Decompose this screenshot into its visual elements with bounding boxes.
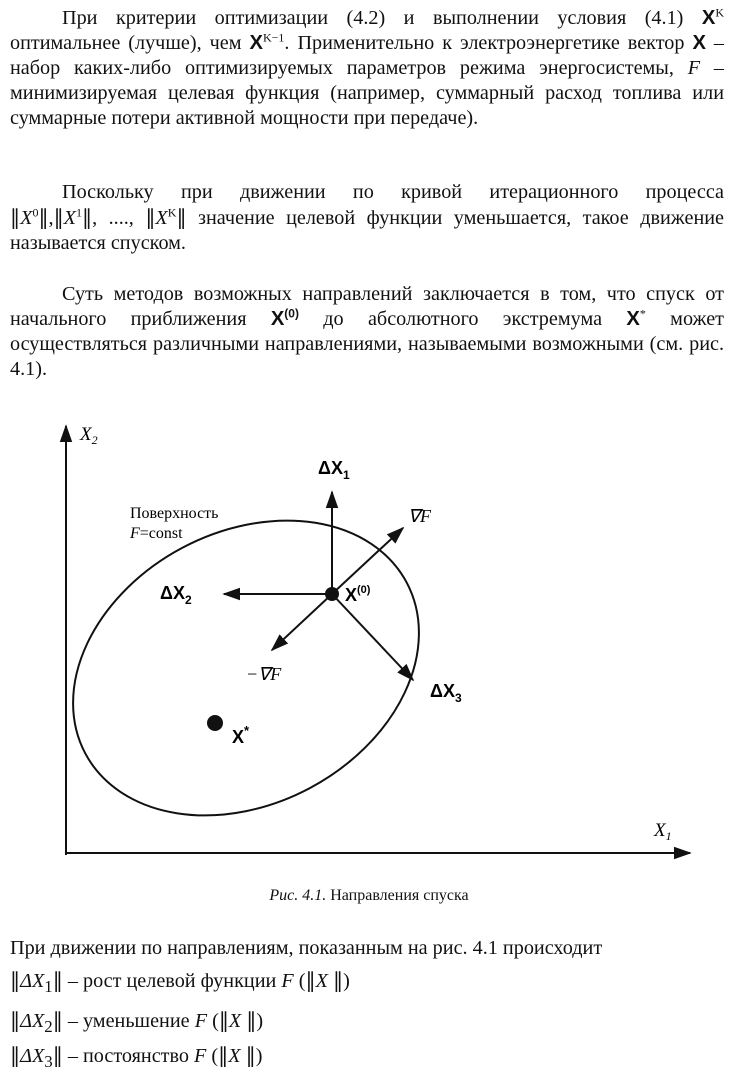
paragraph-3: Суть методов возможных направлений заключается в том, что спуск от начального приближения $X^{(0)}$ до абсолютного экстремума X* может осуществляться различными направлениями, называемыми возможными (см. рис. 4.1).: [10, 283, 724, 380]
label-x0: $X^{(0)}$: [345, 584, 371, 605]
axis-x2-label: $X_2$: [80, 424, 98, 447]
label-dx1: $\Delta X_1$: [318, 458, 350, 482]
arrow-dx3: [332, 594, 413, 680]
axis-x1-label: $X_1$: [654, 820, 672, 843]
point-x0: [325, 587, 339, 601]
label-neg-grad: −∇F: [246, 664, 282, 684]
label-grad: ∇F: [408, 506, 432, 526]
paragraph-1: При критерии оптимизации (4.2) и выполнении условия (4.1) $X^K$ оптимальнее (лучше), чем $X^{K-1}$. Применительно к электроэнергетике вектор X – набор каких-либо оптимизируемых параметров режима энергосистемы, F – минимизируемая целевая функция (например, суммарный расход топлива или суммарные потери активной мощности при передаче).: [10, 5, 725, 129]
paragraph-2: Поскольку при движении по кривой итерационного процесса $‖X^0‖,‖X^1‖$, ...., $‖X^K‖$ значение целевой функции уменьшается, такое движение называется спуском.: [10, 181, 725, 254]
surface-label: Поверхность: [130, 505, 219, 522]
label-dx3: $\Delta X_3$: [430, 681, 462, 705]
list-intro: При движении по направлениям, показанным на рис. 4.1 происходит: [10, 937, 603, 959]
figure-caption: Рис. 4.1. Направления спуска: [269, 887, 469, 904]
surface-label-const: F=const: [130, 525, 183, 542]
iteration-sequence: $‖X^0‖,‖X^1‖$, ...., $‖X^K‖$: [10, 205, 187, 229]
list-item: $‖\Delta X_3‖$ – постоянство F (‖X ‖): [10, 1043, 263, 1072]
list-item: $‖\Delta X_1‖$ – рост целевой функции F (‖X ‖): [10, 968, 350, 997]
arrow-neg-grad: [272, 594, 332, 650]
list-item: $‖\Delta X_2‖$ – уменьшение F (‖X ‖): [10, 1008, 264, 1037]
point-xstar: [207, 715, 223, 731]
descent-directions-figure: [0, 410, 738, 880]
label-dx2: $\Delta X_2$: [160, 583, 192, 607]
label-xstar: X*: [232, 723, 250, 747]
